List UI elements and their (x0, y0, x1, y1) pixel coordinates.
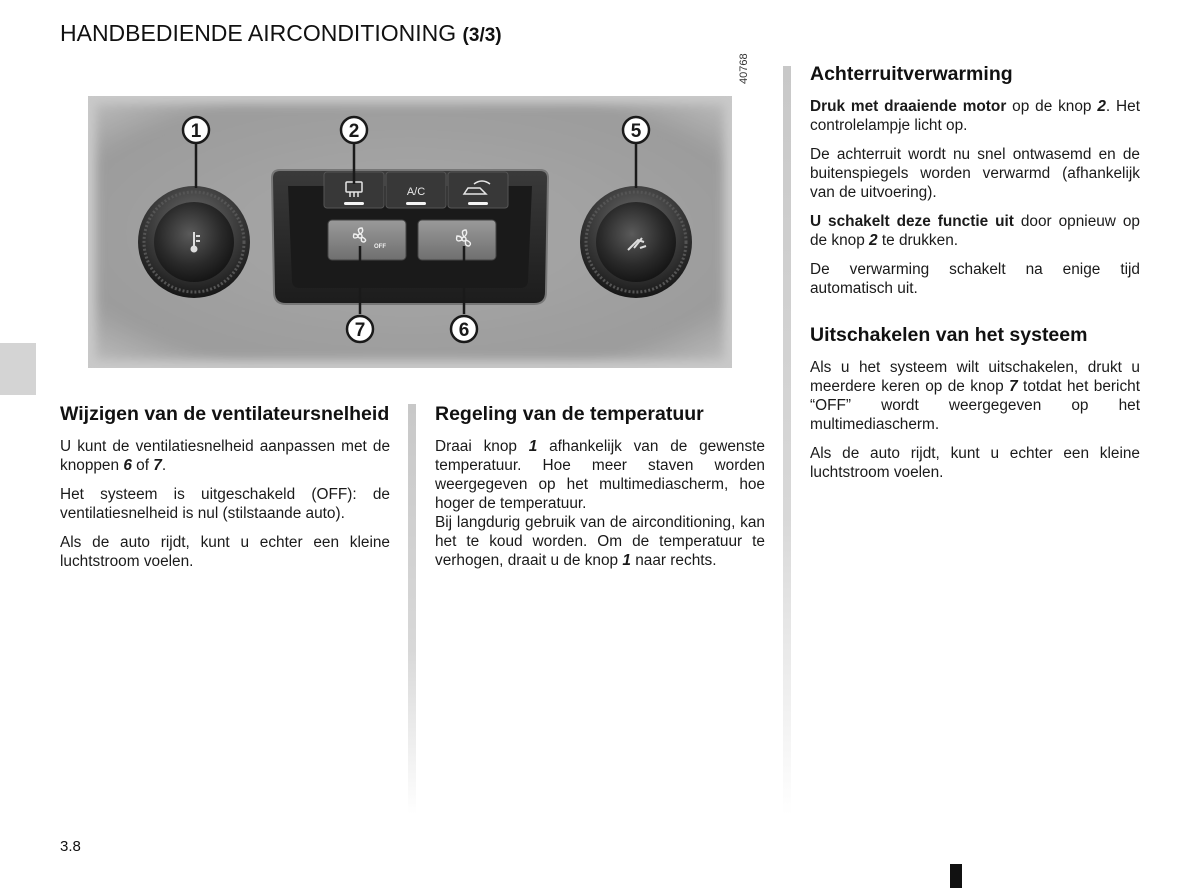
page-title (60, 20, 502, 47)
page-title-suffix: (3/3) (462, 25, 502, 46)
section-rear-defrost (810, 63, 1140, 308)
fan-off-label: OFF (374, 244, 386, 250)
fan-speed-p1-text: U kunt de ventilatiesnelheid aanpassen met de knoppen (60, 438, 390, 474)
button-ref-2: 2 (1097, 98, 1106, 115)
temperature-p2-end: naar rechts. (630, 552, 717, 569)
callout-5-label: 5 (630, 121, 642, 142)
rear-defrost-paragraph-3 (810, 212, 1140, 250)
control-panel (272, 170, 548, 304)
button-ref-2-second: 2 (869, 232, 878, 249)
fan-speed-p1-or: of (131, 457, 154, 474)
temperature-p1-text: Draai knop (435, 438, 529, 455)
section-temperature-heading: Regeling van de temperatuur (435, 403, 704, 425)
callout-6-label: 6 (458, 320, 470, 341)
ac-button (386, 172, 446, 208)
system-off-p1-end: totdat het bericht “OFF” wordt weergegeven op het multimediascherm. (810, 378, 1140, 433)
rear-defrost-p3-bold: U schakelt deze functie uit (810, 213, 1014, 230)
section-system-off (810, 324, 1140, 492)
rear-defrost-paragraph-2: De achterruit wordt nu snel ontwasemd en de buitenspiegels worden verwarmd (afhankelijk van de uitvoering). (810, 146, 1140, 201)
callout-1 (183, 117, 209, 143)
button-ref-7-second: 7 (1009, 378, 1018, 395)
ac-indicator (406, 202, 426, 205)
callout-7 (347, 316, 373, 342)
recirculation-button (448, 172, 508, 208)
rear-defrost-paragraph-1 (810, 97, 1140, 135)
system-off-paragraph-2: Als de auto rijdt, kunt u echter een kleine luchtstroom voelen. (810, 445, 1140, 481)
fan-speed-paragraph-3: Als de auto rijdt, kunt u echter een kleine luchtstroom voelen. (60, 534, 390, 570)
rear-defrost-indicator (344, 202, 364, 205)
column-divider-middle (408, 404, 416, 814)
figure-reference (738, 53, 768, 120)
callout-1-label: 1 (190, 121, 202, 142)
callout-6 (451, 316, 477, 342)
fan-speed-paragraph-1 (60, 437, 390, 475)
button-ref-1-second: 1 (622, 552, 631, 569)
section-rear-defrost-heading: Achterruitverwarming (810, 63, 1013, 85)
climate-control-figure (88, 96, 732, 368)
page-edge-marker (950, 864, 962, 888)
temperature-knob (138, 186, 250, 298)
temperature-p1-rest: afhankelijk van de gewenste temperatuur. Hoe meer staven worden weergegeven op het multimediascherm, hoe hoger de temperatuur. (435, 438, 765, 512)
button-ref-1: 1 (528, 438, 538, 455)
column-divider-right (783, 66, 791, 816)
temperature-p2-text: Bij langdurig gebruik van de airconditioning, kan het te koud worden. Om de temperatuur te verhogen, draait u de knop (435, 514, 765, 569)
system-off-p1-text: Als u het systeem wilt uitschakelen, drukt u meerdere keren op de knop (810, 359, 1140, 395)
callout-2 (341, 117, 367, 143)
figure-reference-number: 40768 (738, 53, 750, 84)
rear-defrost-p3-end: te drukken. (877, 232, 959, 249)
chapter-tab (0, 343, 36, 395)
temperature-paragraph-2 (435, 513, 765, 570)
fan-speed-p1-end: . (161, 457, 167, 474)
button-ref-7: 7 (153, 457, 162, 474)
button-ref-6: 6 (123, 457, 132, 474)
section-fan-speed-heading: Wijzigen van de ventilateursnelheid (60, 403, 390, 425)
section-fan-speed (60, 403, 390, 581)
fan-decrease-button (328, 220, 406, 260)
air-distribution-knob (580, 186, 692, 298)
rear-defrost-p3-text: door opnieuw op de knop (810, 213, 1140, 249)
rear-defrost-p1-end: . Het controlelampje licht op. (810, 98, 1140, 134)
rear-defrost-p1-text: op de knop (1006, 98, 1098, 115)
fan-increase-button (418, 220, 496, 260)
rear-defrost-p1-bold: Druk met draaiende motor (810, 98, 1007, 115)
callout-7-label: 7 (354, 320, 366, 341)
temperature-paragraph-1 (435, 437, 765, 513)
fan-speed-paragraph-2: Het systeem is uitgeschakeld (OFF): de ventilatiesnelheid is nul (stilstaande auto). (60, 486, 390, 522)
recirculation-indicator (468, 202, 488, 205)
system-off-paragraph-1 (810, 358, 1140, 434)
section-system-off-heading: Uitschakelen van het systeem (810, 324, 1088, 346)
callout-2-label: 2 (348, 121, 360, 142)
rear-defrost-paragraph-4: De verwarming schakelt na enige tijd automatisch uit. (810, 261, 1140, 297)
ac-button-label: A/C (406, 186, 426, 198)
callout-5 (623, 117, 649, 143)
page-title-text: HANDBEDIENDE AIRCONDITIONING (60, 20, 457, 46)
page-number: 3.8 (60, 838, 81, 855)
section-temperature (435, 403, 765, 580)
